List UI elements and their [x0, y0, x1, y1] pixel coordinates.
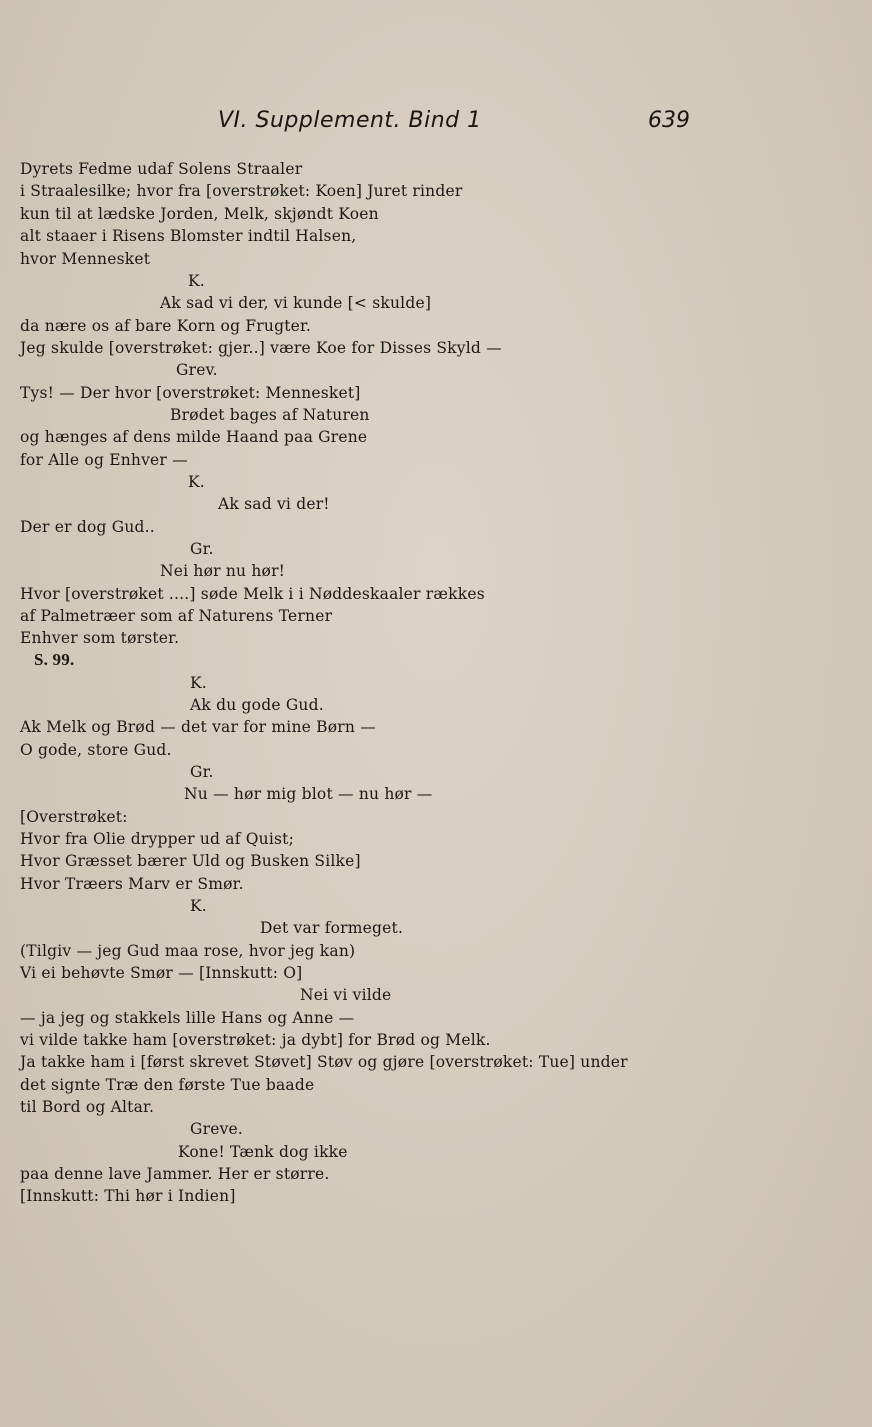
text-line: hvor Mennesket	[20, 250, 151, 268]
text-line: Nei hør nu hør!	[160, 562, 286, 580]
text-line: Hvor Græsset bærer Uld og Busken Silke]	[20, 852, 361, 870]
text-line: Hvor Træers Marv er Smør.	[20, 875, 244, 893]
text-line: (Tilgiv — jeg Gud maa rose, hvor jeg kan)	[20, 942, 356, 960]
text-line: og hænges af dens milde Haand paa Grene	[20, 428, 368, 446]
text-line: Hvor [overstrøket ....] søde Melk i i Nøddeskaaler rækkes	[20, 585, 485, 603]
text-line: Ak du gode Gud.	[190, 696, 324, 714]
text-line: Hvor fra Olie drypper ud af Quist;	[20, 830, 295, 848]
text-line: — ja jeg og stakkels lille Hans og Anne —	[20, 1009, 355, 1027]
running-header	[0, 108, 872, 140]
text-line: Det var formeget.	[260, 919, 404, 937]
speaker-label: Gr.	[190, 763, 214, 781]
text-line: det signte Træ den første Tue baade	[20, 1076, 315, 1094]
text-line: til Bord og Altar.	[20, 1098, 155, 1116]
speaker-label: Greve.	[190, 1120, 244, 1138]
text-line: Ak sad vi der, vi kunde [< skulde]	[160, 294, 432, 312]
text-line: Dyrets Fedme udaf Solens Straaler	[20, 160, 303, 178]
text-line: Ja takke ham i [først skrevet Støvet] Støv og gjøre [overstrøket: Tue] under	[20, 1053, 628, 1071]
speaker-label: K.	[188, 272, 205, 290]
speaker-label: K.	[190, 674, 207, 692]
text-line: [Overstrøket:	[20, 808, 128, 826]
text-line: alt staaer i Risens Blomster indtil Halsen,	[20, 227, 357, 245]
text-line: vi vilde takke ham [overstrøket: ja dybt] for Brød og Melk.	[20, 1031, 491, 1049]
text-line: O gode, store Gud.	[20, 741, 172, 759]
text-line: Kone! Tænk dog ikke	[178, 1143, 348, 1161]
text-line: Brødet bages af Naturen	[170, 406, 370, 424]
text-line: i Straalesilke; hvor fra [overstrøket: Koen] Juret rinder	[20, 182, 463, 200]
text-line: da nære os af bare Korn og Frugter.	[20, 317, 312, 335]
text-line: Jeg skulde [overstrøket: gjer..] være Koe for Disses Skyld —	[20, 339, 502, 357]
text-line: paa denne lave Jammer. Her er større.	[20, 1165, 330, 1183]
text-line: Nei vi vilde	[300, 986, 392, 1004]
speaker-label: Grev.	[176, 361, 218, 379]
text-line: Tys! — Der hvor [overstrøket: Mennesket]	[20, 384, 361, 402]
text-line: Vi ei behøvte Smør — [Innskutt: O]	[20, 964, 303, 982]
text-line: for Alle og Enhver —	[20, 451, 188, 469]
text-line: af Palmetræer som af Naturens Terner	[20, 607, 333, 625]
speaker-label: Gr.	[190, 540, 214, 558]
text-line: Der er dog Gud..	[20, 518, 155, 536]
text-line: Ak Melk og Brød — det var for mine Børn —	[20, 718, 376, 736]
speaker-label: K.	[188, 473, 205, 491]
running-head-title: VI. Supplement. Bind 1	[218, 108, 482, 133]
page-number: 639	[648, 108, 690, 133]
speaker-label: K.	[190, 897, 207, 915]
text-line: [Innskutt: Thi hør i Indien]	[20, 1187, 236, 1205]
text-line: Ak sad vi der!	[218, 495, 330, 513]
text-line: kun til at lædske Jorden, Melk, skjøndt Koen	[20, 205, 379, 223]
text-line: Enhver som tørster.	[20, 629, 180, 647]
text-line: Nu — hør mig blot — nu hør —	[184, 785, 433, 803]
source-page-marker: S. 99.	[34, 650, 75, 669]
